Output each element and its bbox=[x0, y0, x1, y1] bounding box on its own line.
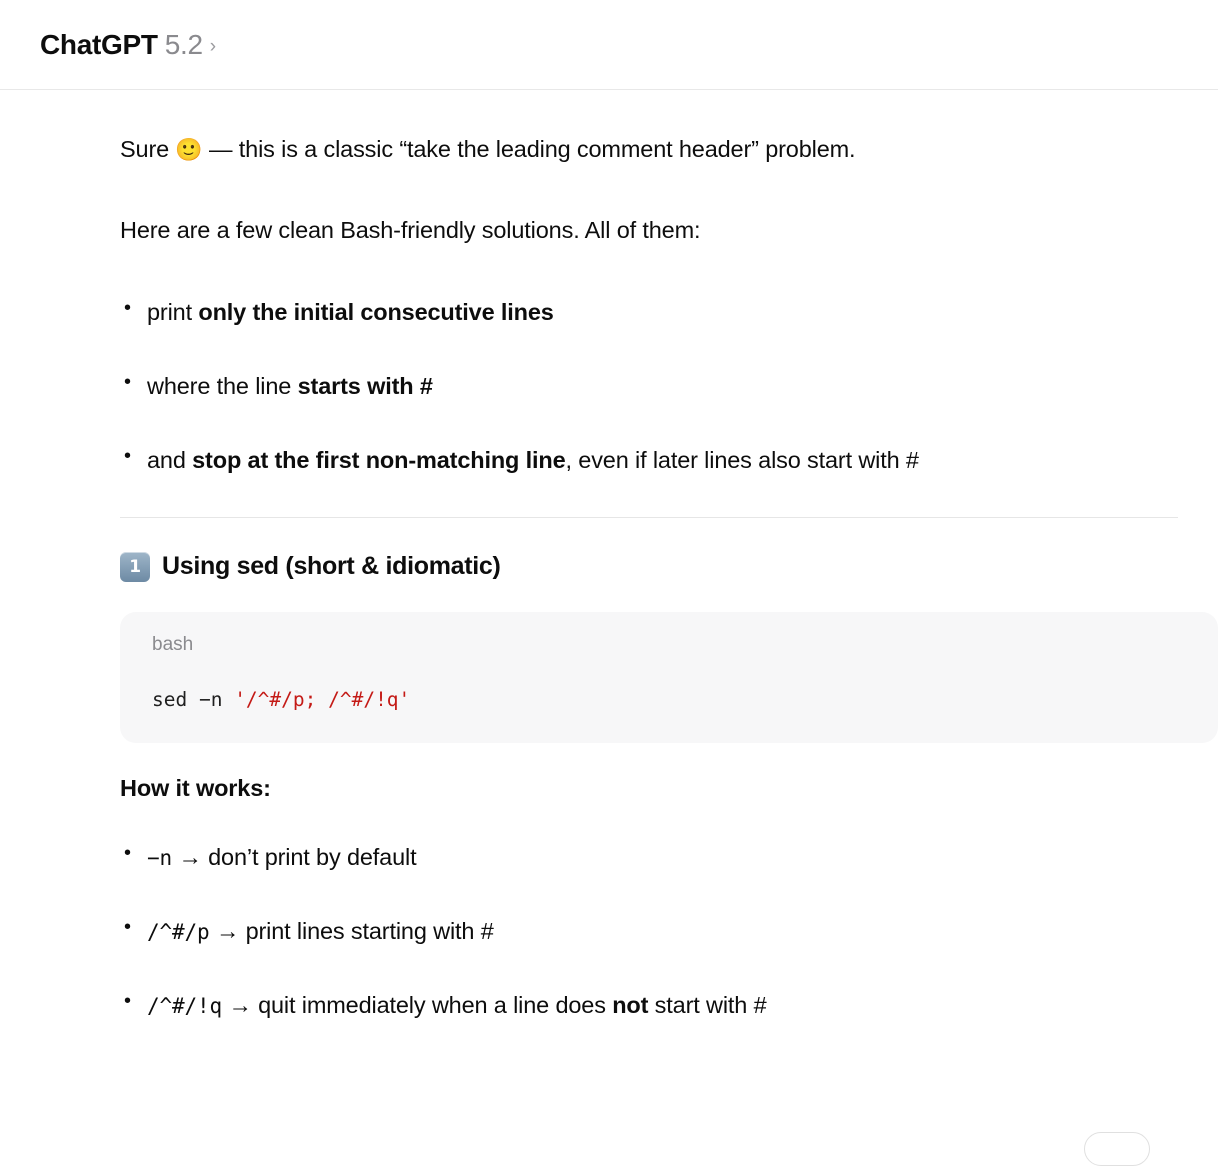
smiley-icon: 🙂 bbox=[175, 137, 203, 162]
bullet-text-bold: starts with # bbox=[297, 372, 433, 399]
bullet-text-tail: start with # bbox=[648, 992, 767, 1019]
bullet-text: print lines starting with # bbox=[245, 918, 494, 945]
list-item bbox=[120, 988, 1178, 1022]
requirements-list bbox=[120, 295, 1178, 477]
code-string-literal: '/^#/p; /^#/!q' bbox=[234, 687, 411, 711]
bullet-text-pre: print bbox=[147, 298, 199, 325]
list-item bbox=[120, 295, 1178, 329]
section-heading bbox=[120, 552, 1178, 582]
bullet-text: don’t print by default bbox=[208, 843, 417, 870]
inline-code: −n bbox=[147, 845, 172, 870]
section-divider bbox=[120, 517, 1178, 518]
inline-code: /^#/p bbox=[147, 920, 210, 945]
bullet-text-bold: stop at the first non-matching line bbox=[192, 446, 566, 473]
intro-text-post: — this is a classic “take the leading comment header” problem. bbox=[202, 136, 856, 162]
model-version: 5.2 bbox=[164, 28, 203, 60]
list-item bbox=[120, 443, 1178, 477]
code-language-label: bash bbox=[152, 633, 194, 655]
assistant-message bbox=[120, 90, 1178, 1022]
arrow-glyph: → bbox=[221, 992, 259, 1019]
scroll-to-bottom-button[interactable] bbox=[1084, 1132, 1150, 1166]
bullet-text-bold: only the initial consecutive lines bbox=[198, 298, 554, 325]
code-block[interactable] bbox=[120, 612, 1218, 743]
intro-text-pre: Sure bbox=[120, 136, 176, 162]
inline-code: /^#/!q bbox=[147, 994, 222, 1019]
bullet-text-post: , even if later lines also start with # bbox=[565, 446, 919, 473]
how-it-works-heading: How it works: bbox=[120, 774, 271, 801]
bullet-text-bold: not bbox=[612, 992, 649, 1019]
bullet-text-pre: where the line bbox=[147, 372, 298, 399]
top-bar bbox=[0, 0, 1218, 90]
bullet-text-pre: and bbox=[147, 446, 193, 473]
conversation-area bbox=[0, 90, 1218, 1022]
arrow-glyph: → bbox=[209, 918, 246, 945]
bullet-text: quit immediately when a line does bbox=[258, 992, 613, 1019]
model-name: ChatGPT bbox=[40, 28, 158, 60]
arrow-glyph: → bbox=[172, 843, 209, 870]
section-heading-text: Using sed (short & idiomatic) bbox=[162, 552, 501, 581]
code-content bbox=[152, 686, 1186, 713]
list-item bbox=[120, 914, 1178, 948]
chevron-right-icon: › bbox=[209, 35, 217, 57]
lead-in-paragraph: Here are a few clean Bash-friendly solutions. All of them: bbox=[120, 217, 701, 244]
list-item bbox=[120, 369, 1178, 403]
list-item bbox=[120, 840, 1178, 874]
number-one-badge-icon: 1 bbox=[120, 552, 150, 582]
model-switcher-button[interactable] bbox=[40, 29, 216, 61]
how-it-works-list bbox=[120, 840, 1178, 1022]
intro-paragraph bbox=[120, 132, 1178, 167]
code-command: sed −n bbox=[152, 687, 235, 711]
